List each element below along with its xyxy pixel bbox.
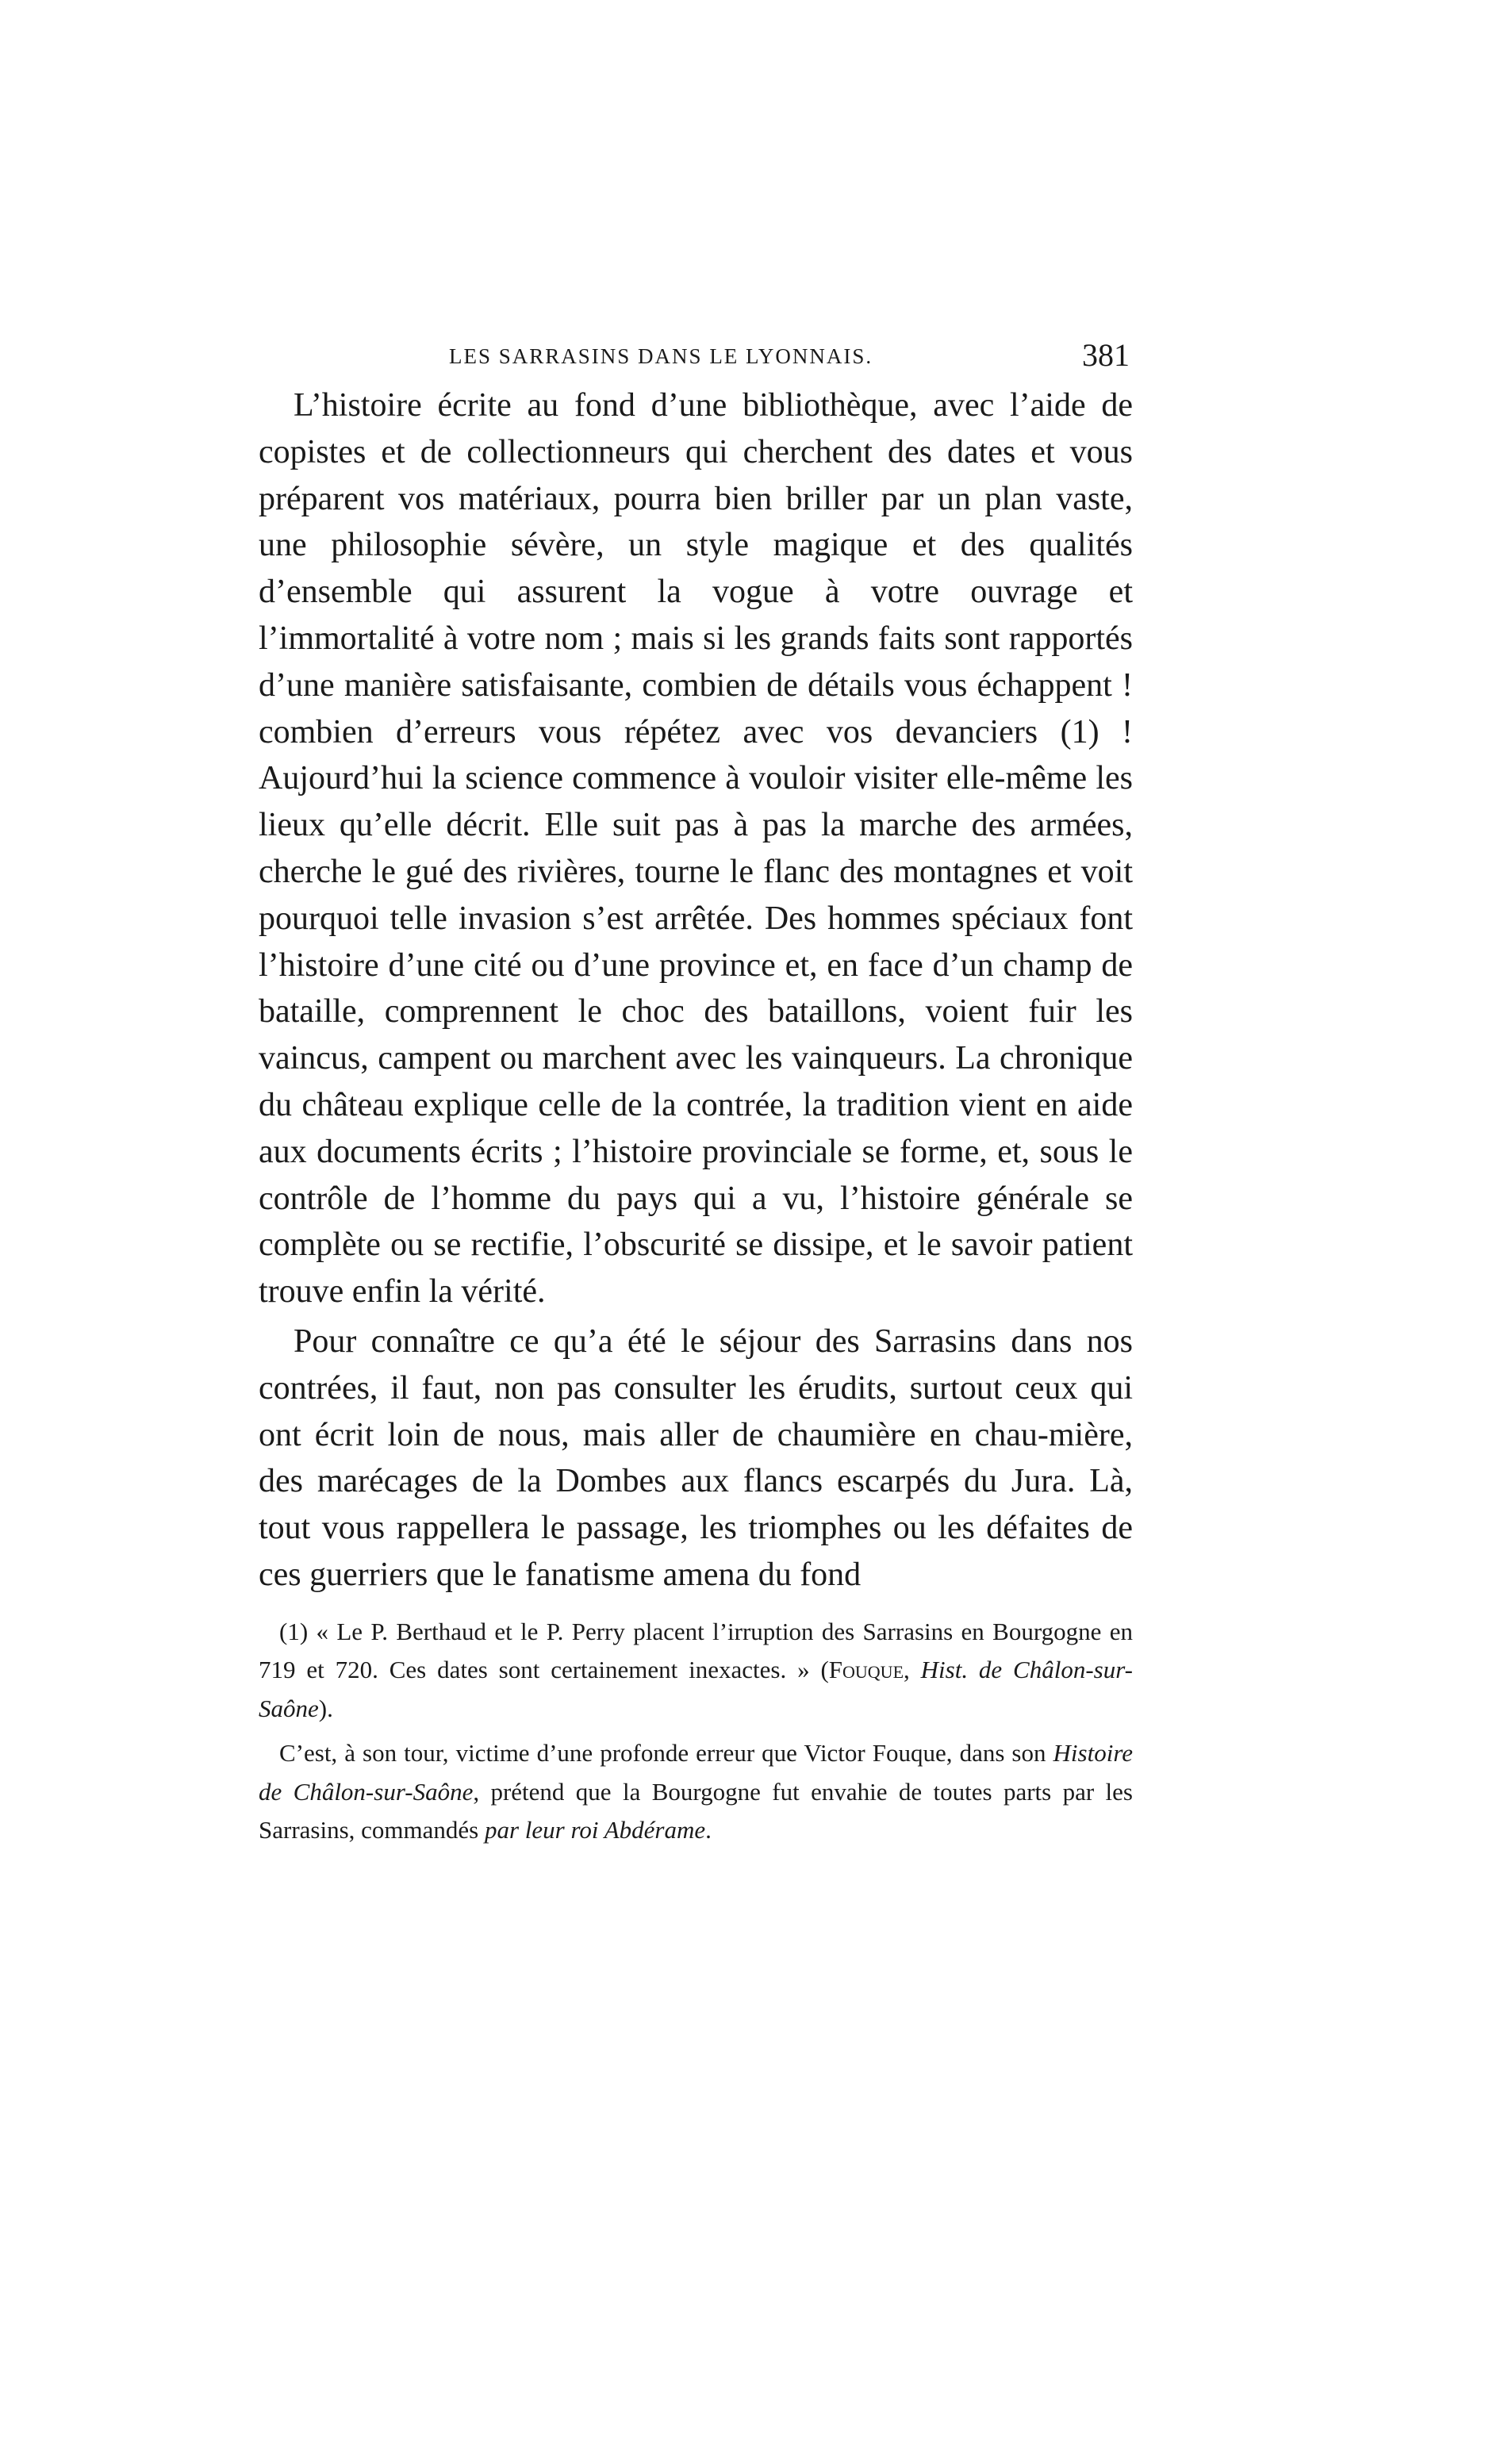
page-content [259,336,1133,1850]
footnote-text: , prétend que la Bourgogne fut envahie de toutes parts par les Sarrasins, commandés [259,1777,1133,1844]
footnote-work-title: Histoire de Châlon-sur-Saône [259,1739,1133,1806]
paragraph: Pour connaître ce qu’a été le séjour des Sarrasins dans nos contrées, il faut, non pas consulter les érudits, surtout ceux qui ont écrit loin de nous, mais aller de chaumière en chau-mière, des marécages de la Dombes aux flancs escarpés du Jura. Là, tout vous rappellera le passage, les triomphes ou les défaites de ces guerriers que le fanatisme amena du fond [259,1322,1133,1593]
paragraph [259,382,1133,1315]
paragraph-text: L’histoire écrite au fond d’une bibliothèque, avec l’aide de copistes et de collectionneurs qui cherchent des dates et vous préparent vos matériaux, pourra bien briller par un plan vaste, une philosophie sévère, un style magique et des qualités d’ensemble qui assurent la vogue à votre ouvrage et l’immortalité à votre nom ; mais si les grands faits sont rapportés d’une manière satisfaisante, combien de détails vous échappent ! combien d’erreurs vous répétez avec vos devanciers [259,387,1133,750]
main-text [259,382,1133,1599]
footnote-text: , [904,1656,921,1684]
footnote [259,1734,1133,1850]
footnotes [259,1613,1133,1850]
paragraph-text: ! Aujourd’hui la science commence à vouloir visiter elle-même les lieux qu’elle décrit. Elle suit pas à pas la marche des armées, cherche le gué des rivières, tourne le flanc des montagnes et voit pourquoi telle invasion s’est arrêtée. Des hommes spéciaux font l’histoire d’une cité ou d’une province et, en face d’un champ de bataille, comprennent le choc des bataillons, voient fuir les vaincus, campent ou marchent avec les vainqueurs. La chronique du château explique celle de la contrée, la tradition vient en aide aux documents écrits ; l’histoire provinciale se forme, et, sous le contrôle de l’homme du pays qui a vu, l’histoire générale se complète ou se rectifie, l’obscurité se dissipe, et le savoir patient trouve enfin la vérité. [259,713,1133,1311]
footnote [259,1613,1133,1729]
running-title: LES SARRASINS DANS LE LYONNAIS. [449,344,873,368]
footnote-text: (1) « Le P. Berthaud et le P. Perry placent l’irruption des Sarrasins en Bourgogne en 719 et 720. Ces dates sont certainement inexactes. » ( [259,1617,1133,1684]
footnote-text: C’est, à son tour, victime d’une profonde erreur que Victor Fouque, dans son [279,1739,1053,1768]
footnote-reference: (1) [1060,713,1099,750]
footnote-work-title: Hist. de Châlon-sur-Saône [259,1656,1134,1722]
running-header [259,336,1133,382]
page-number: 381 [1082,337,1130,373]
footnote-author: Fouque [828,1656,904,1684]
footnote-text: ). [318,1694,333,1722]
footnote-text: . [705,1816,712,1844]
footnote-italic-phrase: par leur roi Abdérame [484,1816,706,1844]
